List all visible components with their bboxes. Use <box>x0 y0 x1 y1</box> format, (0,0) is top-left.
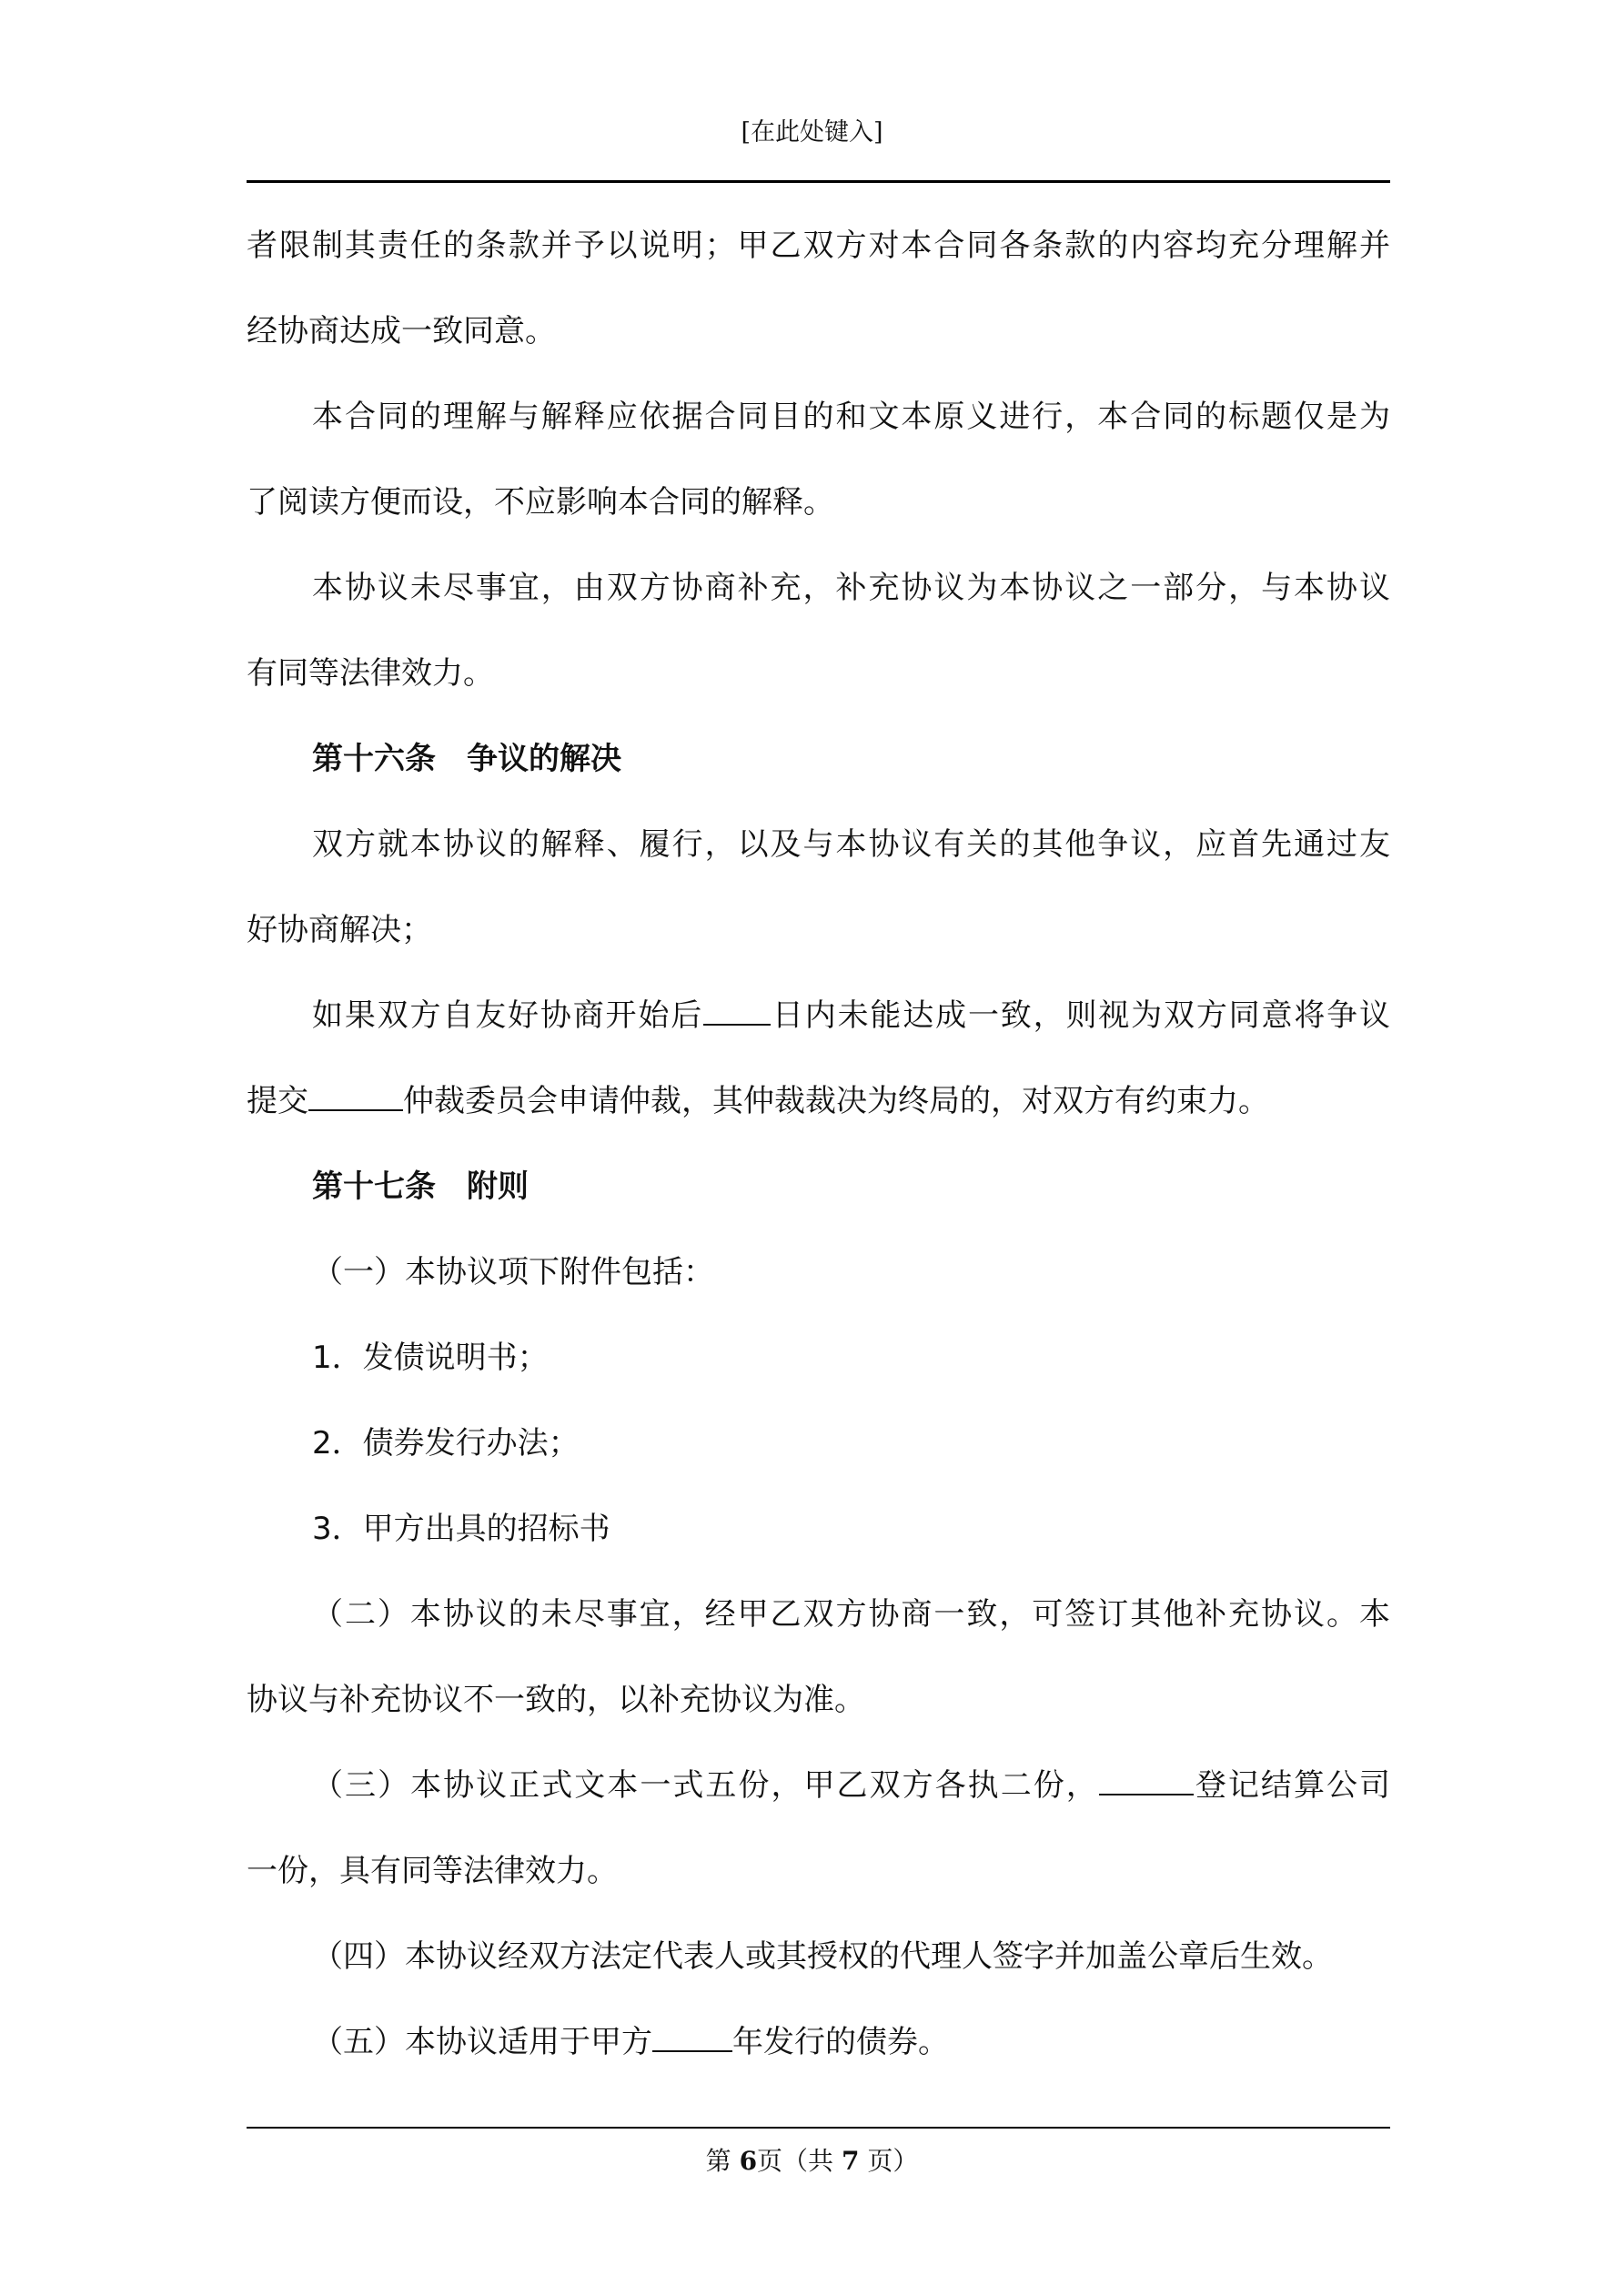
paragraph-line: （一）本协议项下附件包括： <box>312 1254 714 1290</box>
document-body <box>247 203 1390 2085</box>
paragraph-line: 经协商达成一致同意。 <box>247 313 556 349</box>
paragraph-line: 有同等法律效力。 <box>247 655 494 692</box>
list-item: 1．发债说明书； <box>312 1340 549 1376</box>
paragraph-line: 者限制其责任的条款并予以说明；甲乙双方对本合同各条款的内容均充分理解并 <box>247 228 1390 264</box>
fill-in-blank-year[interactable] <box>652 2019 732 2052</box>
article-16-heading: 第十六条 争议的解决 <box>312 741 621 777</box>
list-item: 2．债券发行办法； <box>312 1425 580 1462</box>
paragraph-line: 好协商解决； <box>247 912 432 948</box>
paragraph-line: （二）本协议的未尽事宜，经甲乙双方协商一致，可签订其他补充协议。本 <box>312 1596 1390 1633</box>
paragraph-line: 双方就本协议的解释、履行，以及与本协议有关的其他争议，应首先通过友 <box>312 826 1390 863</box>
text-segment: 年发行的债券。 <box>732 2024 949 2060</box>
text-segment: （三）本协议正式文本一式五份，甲乙双方各执二份， <box>312 1767 1099 1804</box>
paragraph-line <box>247 1743 1390 1828</box>
fill-in-blank-days[interactable] <box>703 993 771 1026</box>
fill-in-blank-registrar[interactable] <box>1099 1763 1194 1795</box>
text-segment: 仲裁委员会申请仲裁，其仲裁裁决为终局的，对双方有约束力。 <box>403 1083 1269 1119</box>
footer-prefix: 第 <box>705 2146 740 2176</box>
text-segment: 日内未能达成一致，则视为双方同意将争议 <box>771 997 1391 1034</box>
list-item: 3．甲方出具的招标书 <box>312 1511 610 1547</box>
page-number-total: 7 <box>841 2146 860 2176</box>
page-header[interactable]: [在此处键入] <box>741 118 883 147</box>
footer-suffix: 页） <box>859 2146 919 2176</box>
paragraph-line <box>247 1058 1390 1144</box>
text-segment: 如果双方自友好协商开始后 <box>312 997 704 1034</box>
paragraph-line: 协议与补充协议不一致的，以补充协议为准。 <box>247 1682 865 1718</box>
text-segment: （五）本协议适用于甲方 <box>312 2024 652 2060</box>
article-17-heading: 第十七条 附则 <box>312 1168 529 1205</box>
page-number-current: 6 <box>739 2146 758 2176</box>
paragraph-line: 本协议未尽事宜，由双方协商补充，补充协议为本协议之一部分，与本协议 <box>312 570 1390 606</box>
paragraph-line: 本合同的理解与解释应依据合同目的和文本原义进行，本合同的标题仅是为 <box>312 399 1390 435</box>
paragraph-line <box>247 1999 1390 2085</box>
paragraph-line: 一份，具有同等法律效力。 <box>247 1853 618 1889</box>
header-rule <box>247 180 1390 183</box>
footer-middle: 页（共 <box>757 2146 842 2176</box>
text-segment: 提交 <box>247 1083 308 1119</box>
paragraph-line <box>247 973 1390 1058</box>
footer-rule <box>247 2127 1390 2129</box>
paragraph-line: （四）本协议经双方法定代表人或其授权的代理人签字并加盖公章后生效。 <box>312 1938 1333 1975</box>
paragraph-line: 了阅读方便而设，不应影响本合同的解释。 <box>247 484 834 521</box>
page-footer <box>0 2145 1624 2178</box>
text-segment: 登记结算公司 <box>1193 1767 1391 1804</box>
fill-in-blank-arbitration[interactable] <box>308 1078 403 1111</box>
